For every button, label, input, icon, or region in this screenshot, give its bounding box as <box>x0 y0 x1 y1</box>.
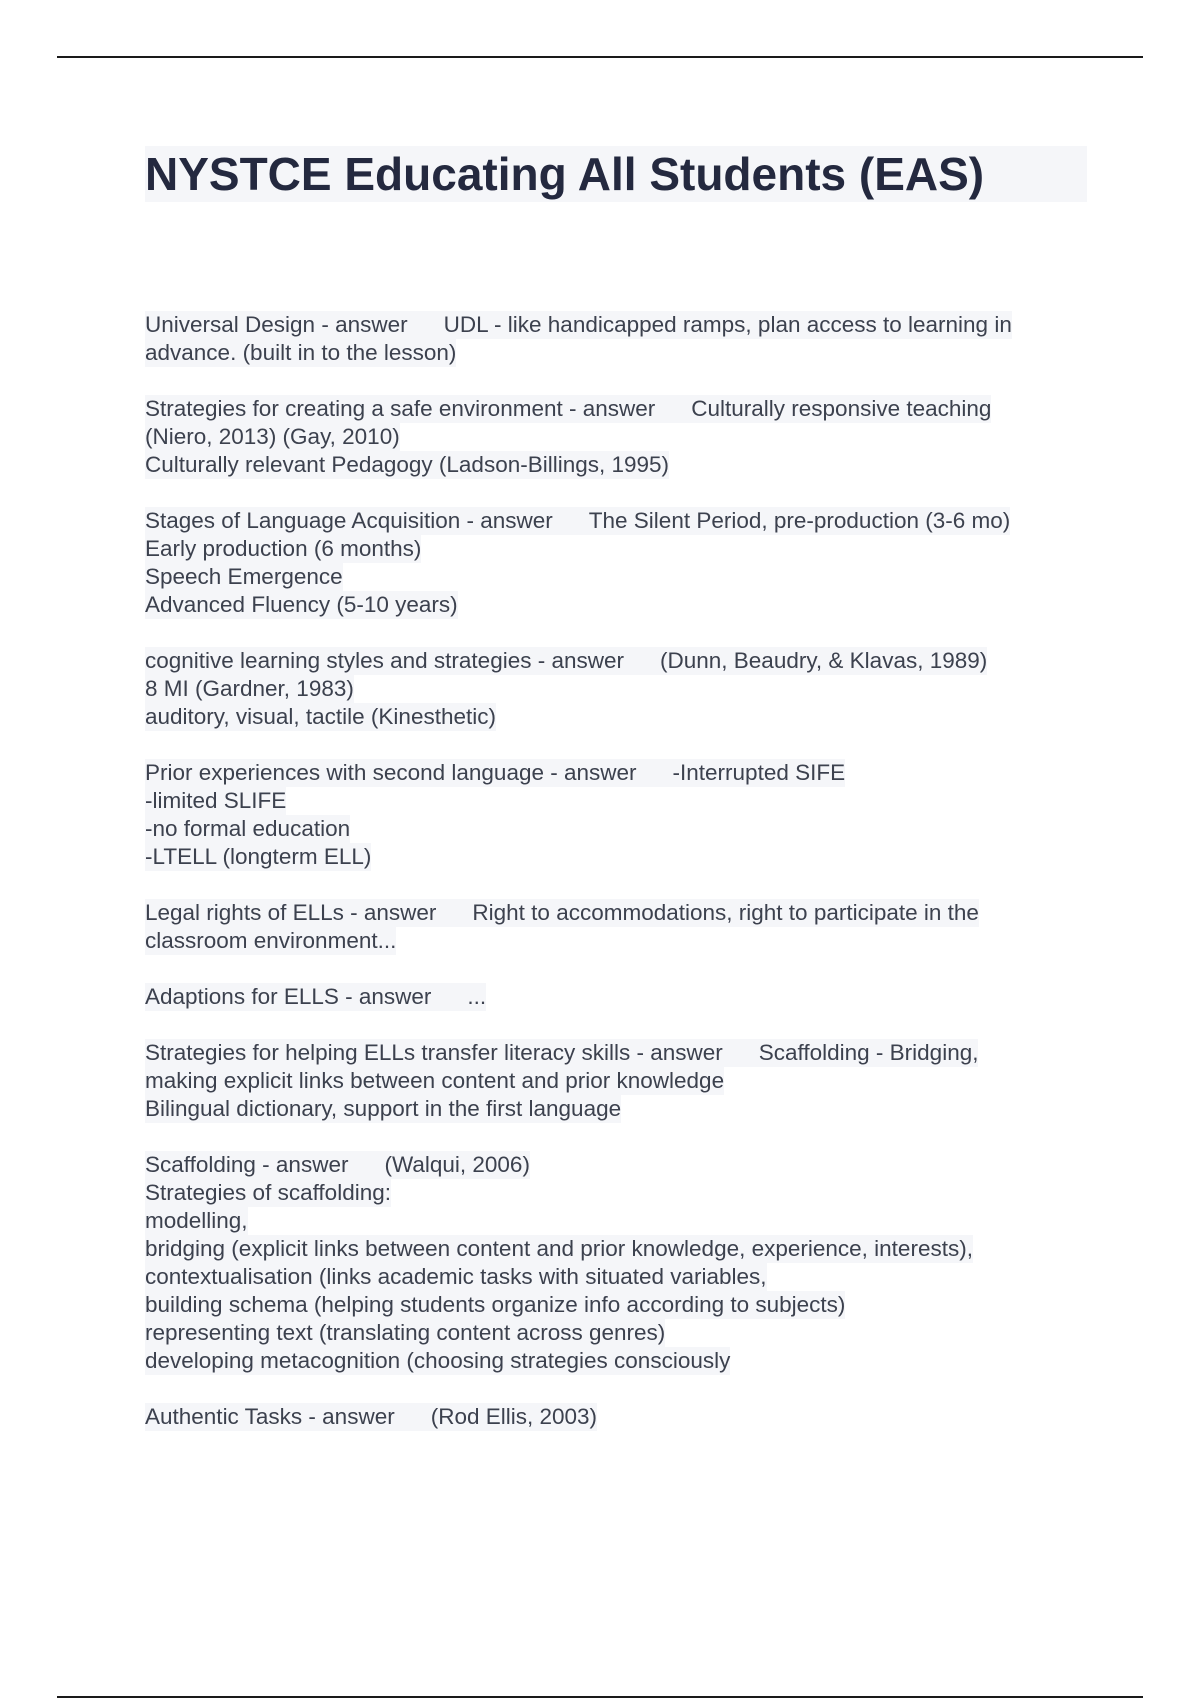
entry-answer-line: -no formal education <box>145 816 351 841</box>
entry-answer-line: 8 MI (Gardner, 1983) <box>145 676 354 701</box>
flashcard-entry <box>145 1151 1095 1375</box>
entry-answer-line: Advanced Fluency (5-10 years) <box>145 592 458 617</box>
bottom-rule <box>57 1696 1143 1698</box>
entry-answer-line: Culturally relevant Pedagogy (Ladson-Billings, 1995) <box>145 452 670 477</box>
entry-answer-line: bridging (explicit links between content and prior knowledge, experience, interests), <box>145 1236 973 1261</box>
entry-answer: -Interrupted SIFE <box>672 760 846 785</box>
entry-answer: Scaffolding - Bridging, <box>758 1040 979 1065</box>
entry-first-line <box>145 395 991 423</box>
document-title: NYSTCE Educating All Students (EAS) <box>145 146 1087 202</box>
entry-answer-line: Bilingual dictionary, support in the first language <box>145 1096 622 1121</box>
entry-first-line <box>145 983 486 1011</box>
entry-term: Universal Design - answer <box>145 312 408 337</box>
entry-answer: (Walqui, 2006) <box>384 1152 530 1177</box>
entry-term: Authentic Tasks - answer <box>145 1404 395 1429</box>
entry-first-line <box>145 1039 978 1067</box>
entry-answer-line: Speech Emergence <box>145 564 343 589</box>
entry-answer-line: making explicit links between content and prior knowledge <box>145 1068 725 1093</box>
flashcard-entry <box>145 899 1095 955</box>
entry-term: Legal rights of ELLs - answer <box>145 900 437 925</box>
entry-answer: Culturally responsive teaching <box>691 396 992 421</box>
entry-answer-line: Early production (6 months) <box>145 536 422 561</box>
flashcard-entry <box>145 395 1095 479</box>
entry-answer-line: developing metacognition (choosing strategies consciously <box>145 1348 731 1373</box>
entry-answer-line: -limited SLIFE <box>145 788 287 813</box>
entry-answer-line: contextualisation (links academic tasks with situated variables, <box>145 1264 767 1289</box>
entry-answer: (Dunn, Beaudry, & Klavas, 1989) <box>660 648 988 673</box>
flashcard-entry <box>145 1403 1095 1431</box>
flashcard-entry <box>145 1039 1095 1123</box>
entry-answer: The Silent Period, pre-production (3-6 mo) <box>588 508 1011 533</box>
entry-term: Strategies for creating a safe environment - answer <box>145 396 656 421</box>
flashcard-list <box>145 311 1095 1459</box>
entry-answer-line: -LTELL (longterm ELL) <box>145 844 372 869</box>
entry-answer-line: Strategies of scaffolding: <box>145 1180 391 1205</box>
flashcard-entry <box>145 311 1095 367</box>
entry-first-line <box>145 311 1012 339</box>
entry-answer: UDL - like handicapped ramps, plan access to learning in <box>443 312 1012 337</box>
flashcard-entry <box>145 759 1095 871</box>
entry-term: Adaptions for ELLS - answer <box>145 984 432 1009</box>
flashcard-entry <box>145 983 1095 1011</box>
entry-answer: (Rod Ellis, 2003) <box>430 1404 598 1429</box>
entry-answer-line: auditory, visual, tactile (Kinesthetic) <box>145 704 496 729</box>
entry-term: Strategies for helping ELLs transfer literacy skills - answer <box>145 1040 723 1065</box>
entry-answer: ... <box>467 984 487 1009</box>
entry-answer-line: building schema (helping students organize info according to subjects) <box>145 1292 846 1317</box>
entry-answer: Right to accommodations, right to participate in the <box>472 900 979 925</box>
flashcard-entry <box>145 507 1095 619</box>
entry-answer-line: (Niero, 2013) (Gay, 2010) <box>145 424 400 449</box>
entry-answer-line: modelling, <box>145 1208 248 1233</box>
entry-first-line <box>145 759 845 787</box>
entry-term: cognitive learning styles and strategies - answer <box>145 648 624 673</box>
entry-first-line <box>145 1403 597 1431</box>
flashcard-entry <box>145 647 1095 731</box>
entry-answer-line: advance. (built in to the lesson) <box>145 340 457 365</box>
entry-first-line <box>145 899 979 927</box>
entry-term: Scaffolding - answer <box>145 1152 349 1177</box>
entry-answer-line: representing text (translating content across genres) <box>145 1320 666 1345</box>
entry-answer-line: classroom environment... <box>145 928 397 953</box>
entry-first-line <box>145 647 987 675</box>
entry-term: Stages of Language Acquisition - answer <box>145 508 553 533</box>
entry-term: Prior experiences with second language - answer <box>145 760 637 785</box>
entry-first-line <box>145 507 1010 535</box>
entry-first-line <box>145 1151 530 1179</box>
top-rule <box>57 56 1143 58</box>
